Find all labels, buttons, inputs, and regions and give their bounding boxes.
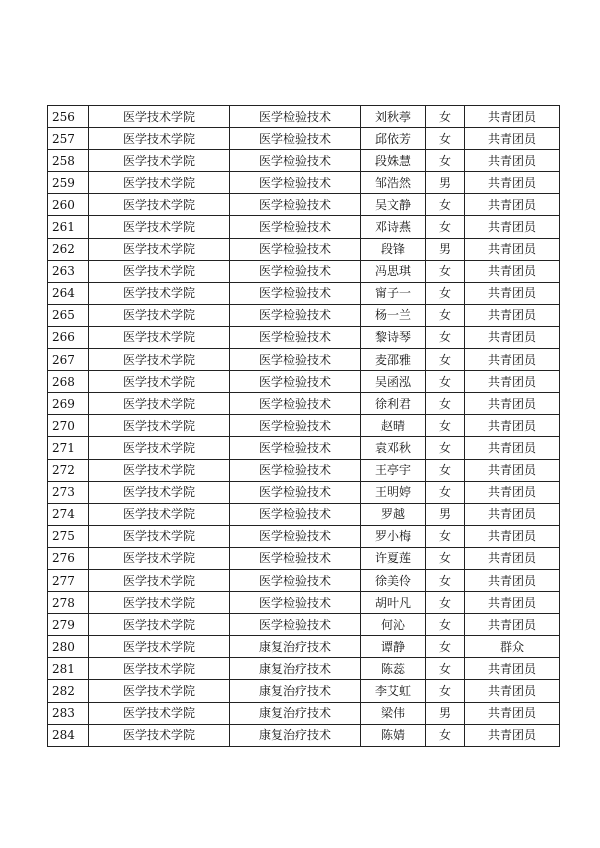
cell-gender: 女	[426, 592, 465, 614]
cell-name: 袁邓秋	[361, 437, 426, 459]
table-row	[48, 437, 560, 459]
cell-gender: 女	[426, 106, 465, 128]
cell-name: 麦邵雅	[361, 349, 426, 371]
table-row	[48, 128, 560, 150]
cell-political-status: 共青团员	[465, 525, 560, 547]
table-row	[48, 371, 560, 393]
cell-major: 医学检验技术	[230, 393, 361, 415]
cell-political-status: 共青团员	[465, 658, 560, 680]
table-row	[48, 459, 560, 481]
cell-gender: 女	[426, 393, 465, 415]
table-row	[48, 614, 560, 636]
cell-gender: 女	[426, 216, 465, 238]
cell-college: 医学技术学院	[89, 503, 230, 525]
cell-college: 医学技术学院	[89, 260, 230, 282]
cell-name: 徐利君	[361, 393, 426, 415]
cell-name: 胡叶凡	[361, 592, 426, 614]
cell-major: 医学检验技术	[230, 194, 361, 216]
cell-political-status: 共青团员	[465, 349, 560, 371]
cell-major: 医学检验技术	[230, 106, 361, 128]
table-row	[48, 569, 560, 591]
cell-major: 医学检验技术	[230, 349, 361, 371]
cell-major: 医学检验技术	[230, 304, 361, 326]
cell-college: 医学技术学院	[89, 393, 230, 415]
cell-major: 医学检验技术	[230, 172, 361, 194]
cell-college: 医学技术学院	[89, 592, 230, 614]
cell-college: 医学技术学院	[89, 658, 230, 680]
cell-major: 医学检验技术	[230, 150, 361, 172]
cell-college: 医学技术学院	[89, 172, 230, 194]
table-row	[48, 702, 560, 724]
cell-college: 医学技术学院	[89, 216, 230, 238]
cell-major: 医学检验技术	[230, 371, 361, 393]
cell-college: 医学技术学院	[89, 569, 230, 591]
cell-college: 医学技术学院	[89, 724, 230, 746]
table-row	[48, 260, 560, 282]
cell-political-status: 共青团员	[465, 437, 560, 459]
cell-gender: 女	[426, 614, 465, 636]
cell-major: 康复治疗技术	[230, 724, 361, 746]
cell-college: 医学技术学院	[89, 106, 230, 128]
cell-name: 黎诗琴	[361, 326, 426, 348]
cell-name: 吴文静	[361, 194, 426, 216]
cell-number: 270	[48, 415, 89, 437]
cell-political-status: 共青团员	[465, 150, 560, 172]
cell-major: 医学检验技术	[230, 415, 361, 437]
table-row	[48, 349, 560, 371]
cell-number: 263	[48, 260, 89, 282]
table-row	[48, 172, 560, 194]
cell-number: 274	[48, 503, 89, 525]
cell-college: 医学技术学院	[89, 150, 230, 172]
cell-gender: 女	[426, 260, 465, 282]
cell-major: 医学检验技术	[230, 592, 361, 614]
cell-gender: 女	[426, 547, 465, 569]
cell-college: 医学技术学院	[89, 702, 230, 724]
cell-political-status: 共青团员	[465, 614, 560, 636]
table-row	[48, 503, 560, 525]
cell-number: 268	[48, 371, 89, 393]
cell-gender: 女	[426, 680, 465, 702]
student-roster-table	[47, 105, 560, 747]
cell-major: 医学检验技术	[230, 569, 361, 591]
cell-political-status: 共青团员	[465, 194, 560, 216]
cell-number: 282	[48, 680, 89, 702]
cell-political-status: 共青团员	[465, 415, 560, 437]
cell-political-status: 共青团员	[465, 371, 560, 393]
cell-number: 281	[48, 658, 89, 680]
cell-gender: 男	[426, 238, 465, 260]
cell-gender: 女	[426, 304, 465, 326]
cell-political-status: 共青团员	[465, 459, 560, 481]
cell-major: 医学检验技术	[230, 614, 361, 636]
cell-name: 梁伟	[361, 702, 426, 724]
cell-name: 吴函泓	[361, 371, 426, 393]
cell-number: 256	[48, 106, 89, 128]
cell-college: 医学技术学院	[89, 525, 230, 547]
cell-name: 邱依芳	[361, 128, 426, 150]
cell-number: 278	[48, 592, 89, 614]
cell-major: 医学检验技术	[230, 525, 361, 547]
cell-college: 医学技术学院	[89, 304, 230, 326]
cell-gender: 女	[426, 481, 465, 503]
cell-name: 赵晴	[361, 415, 426, 437]
table-row	[48, 282, 560, 304]
cell-number: 267	[48, 349, 89, 371]
cell-number: 280	[48, 636, 89, 658]
cell-major: 康复治疗技术	[230, 636, 361, 658]
cell-political-status: 共青团员	[465, 702, 560, 724]
cell-number: 277	[48, 569, 89, 591]
cell-gender: 女	[426, 371, 465, 393]
cell-gender: 女	[426, 282, 465, 304]
cell-college: 医学技术学院	[89, 614, 230, 636]
cell-political-status: 共青团员	[465, 481, 560, 503]
cell-major: 医学检验技术	[230, 216, 361, 238]
cell-political-status: 共青团员	[465, 326, 560, 348]
cell-college: 医学技术学院	[89, 481, 230, 503]
cell-number: 259	[48, 172, 89, 194]
cell-number: 260	[48, 194, 89, 216]
cell-name: 徐美伶	[361, 569, 426, 591]
cell-gender: 女	[426, 636, 465, 658]
table-row	[48, 636, 560, 658]
cell-major: 医学检验技术	[230, 238, 361, 260]
cell-major: 医学检验技术	[230, 437, 361, 459]
table-row	[48, 724, 560, 746]
cell-major: 康复治疗技术	[230, 680, 361, 702]
cell-major: 医学检验技术	[230, 282, 361, 304]
cell-major: 康复治疗技术	[230, 702, 361, 724]
cell-major: 康复治疗技术	[230, 658, 361, 680]
cell-gender: 女	[426, 724, 465, 746]
cell-political-status: 共青团员	[465, 238, 560, 260]
cell-number: 266	[48, 326, 89, 348]
table-row	[48, 393, 560, 415]
cell-gender: 女	[426, 349, 465, 371]
cell-college: 医学技术学院	[89, 680, 230, 702]
table-row	[48, 304, 560, 326]
cell-gender: 女	[426, 437, 465, 459]
cell-name: 王明婷	[361, 481, 426, 503]
table-row	[48, 216, 560, 238]
table-row	[48, 547, 560, 569]
cell-gender: 女	[426, 658, 465, 680]
cell-political-status: 共青团员	[465, 724, 560, 746]
cell-gender: 女	[426, 194, 465, 216]
table-row	[48, 106, 560, 128]
cell-college: 医学技术学院	[89, 459, 230, 481]
cell-gender: 女	[426, 525, 465, 547]
cell-name: 李艾虹	[361, 680, 426, 702]
cell-political-status: 共青团员	[465, 172, 560, 194]
cell-college: 医学技术学院	[89, 371, 230, 393]
cell-college: 医学技术学院	[89, 326, 230, 348]
cell-gender: 男	[426, 172, 465, 194]
cell-political-status: 共青团员	[465, 128, 560, 150]
cell-political-status: 群众	[465, 636, 560, 658]
cell-number: 264	[48, 282, 89, 304]
cell-number: 273	[48, 481, 89, 503]
cell-gender: 女	[426, 569, 465, 591]
cell-name: 罗小梅	[361, 525, 426, 547]
cell-number: 257	[48, 128, 89, 150]
cell-number: 284	[48, 724, 89, 746]
table-row	[48, 680, 560, 702]
cell-name: 邹浩然	[361, 172, 426, 194]
cell-college: 医学技术学院	[89, 238, 230, 260]
cell-name: 段锋	[361, 238, 426, 260]
cell-major: 医学检验技术	[230, 260, 361, 282]
cell-gender: 女	[426, 150, 465, 172]
cell-name: 陈蕊	[361, 658, 426, 680]
cell-name: 谭静	[361, 636, 426, 658]
cell-number: 269	[48, 393, 89, 415]
table-row	[48, 150, 560, 172]
cell-number: 261	[48, 216, 89, 238]
cell-college: 医学技术学院	[89, 282, 230, 304]
cell-major: 医学检验技术	[230, 459, 361, 481]
cell-name: 冯思琪	[361, 260, 426, 282]
cell-political-status: 共青团员	[465, 592, 560, 614]
table-row	[48, 592, 560, 614]
cell-number: 262	[48, 238, 89, 260]
cell-number: 265	[48, 304, 89, 326]
cell-number: 283	[48, 702, 89, 724]
table-row	[48, 238, 560, 260]
table-row	[48, 415, 560, 437]
cell-college: 医学技术学院	[89, 547, 230, 569]
cell-major: 医学检验技术	[230, 128, 361, 150]
cell-gender: 女	[426, 326, 465, 348]
cell-college: 医学技术学院	[89, 636, 230, 658]
cell-political-status: 共青团员	[465, 106, 560, 128]
cell-major: 医学检验技术	[230, 326, 361, 348]
cell-college: 医学技术学院	[89, 194, 230, 216]
cell-number: 271	[48, 437, 89, 459]
table-row	[48, 194, 560, 216]
cell-college: 医学技术学院	[89, 349, 230, 371]
cell-gender: 女	[426, 459, 465, 481]
cell-name: 段姝慧	[361, 150, 426, 172]
cell-political-status: 共青团员	[465, 216, 560, 238]
cell-gender: 女	[426, 128, 465, 150]
roster-body	[48, 106, 560, 747]
table-row	[48, 525, 560, 547]
cell-name: 许夏莲	[361, 547, 426, 569]
cell-name: 何沁	[361, 614, 426, 636]
cell-political-status: 共青团员	[465, 393, 560, 415]
cell-number: 272	[48, 459, 89, 481]
cell-name: 甯子一	[361, 282, 426, 304]
cell-political-status: 共青团员	[465, 680, 560, 702]
cell-major: 医学检验技术	[230, 481, 361, 503]
cell-name: 杨一兰	[361, 304, 426, 326]
cell-college: 医学技术学院	[89, 437, 230, 459]
cell-gender: 男	[426, 503, 465, 525]
table-row	[48, 481, 560, 503]
cell-number: 276	[48, 547, 89, 569]
cell-political-status: 共青团员	[465, 260, 560, 282]
table-row	[48, 658, 560, 680]
cell-number: 279	[48, 614, 89, 636]
cell-name: 邓诗燕	[361, 216, 426, 238]
cell-name: 王亭宇	[361, 459, 426, 481]
cell-gender: 女	[426, 415, 465, 437]
cell-college: 医学技术学院	[89, 128, 230, 150]
cell-name: 罗越	[361, 503, 426, 525]
cell-name: 刘秋葶	[361, 106, 426, 128]
table-row	[48, 326, 560, 348]
cell-name: 陈婧	[361, 724, 426, 746]
cell-political-status: 共青团员	[465, 547, 560, 569]
cell-political-status: 共青团员	[465, 569, 560, 591]
cell-gender: 男	[426, 702, 465, 724]
cell-major: 医学检验技术	[230, 547, 361, 569]
cell-major: 医学检验技术	[230, 503, 361, 525]
cell-political-status: 共青团员	[465, 503, 560, 525]
cell-political-status: 共青团员	[465, 304, 560, 326]
cell-number: 258	[48, 150, 89, 172]
cell-political-status: 共青团员	[465, 282, 560, 304]
cell-number: 275	[48, 525, 89, 547]
cell-college: 医学技术学院	[89, 415, 230, 437]
